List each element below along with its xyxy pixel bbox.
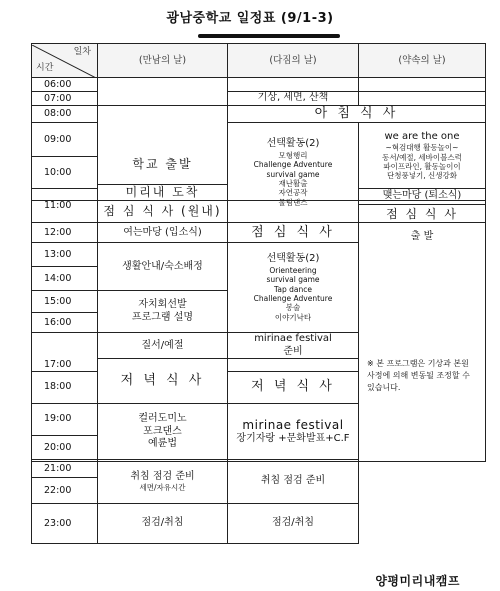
day2-wake: 기상, 세면, 산책 [228, 92, 359, 106]
pm-item: Orienteering [269, 265, 317, 275]
day2-am-cont2 [228, 201, 359, 223]
time-cell: 23:00 [32, 504, 98, 544]
time-spacer [32, 201, 98, 223]
day3-header: (약속의 날) [359, 44, 486, 78]
time-cell: 19:00 [32, 403, 98, 435]
day3-we-are-the-one: we are the one ~혁검대행 활동놀이~ 동서/예절, 세바이블스럭 파이프라인, 활동놀이이 단청풍넣기, 신생강화 [359, 123, 486, 189]
corner-day-label: 일차 [73, 46, 91, 57]
pm-item: Tap dance [274, 284, 312, 294]
am-item: 재난활출 [278, 179, 308, 188]
day1-evening: 컬러도미노 포크댄스 예륜법 [98, 403, 228, 461]
am-item: 모형행리 [278, 150, 308, 160]
time-cell: 09:00 [32, 123, 98, 157]
time-cell: 14:00 [32, 267, 98, 291]
day3-closing-lunch: 맺는마당 (퇴소식) 점 심 식 사 [359, 189, 486, 223]
day3-depart: 출 발 [359, 223, 486, 291]
day1-empty-morning [98, 78, 228, 106]
one-item: 동서/예절, 세바이블스럭 [382, 152, 462, 162]
time-spacer [32, 185, 98, 201]
day2-pm-activities: 선택활동(2) Orienteering survival game Tap dance Challenge Adventure 봉술 이야기낙타 [228, 243, 359, 333]
day2-am-activities: 선택활동(2) 모형행리 Challenge Adventure survival game 재난활출 자연공작 물림댄스 [228, 123, 359, 223]
time-cell: 20:00 [32, 435, 98, 461]
schedule-table-night [31, 459, 486, 544]
one-item: ~혁검대행 활동놀이~ [385, 143, 459, 153]
page-title: 광남중학교 일정표 (9/1-3) [166, 11, 334, 26]
day3-cont2 [359, 201, 486, 223]
day1-arrive: 미리내 도착 [98, 185, 228, 201]
corner-time-label: 시간 [36, 63, 54, 74]
day2-sleep: 점검/취침 [228, 504, 359, 544]
day3-note-cell [359, 291, 486, 461]
time-cell: 15:00 [32, 291, 98, 313]
day3-night-empty [359, 460, 486, 544]
breakfast-row: 아 침 식 사 [228, 106, 486, 123]
day2-festival: mirinae festival 장기자랑 +문화발표+C.F [228, 403, 359, 461]
time-cell: 13:00 [32, 243, 98, 267]
pm-item: 봉술 [285, 303, 301, 313]
time-cell: 11:00 [32, 189, 98, 223]
title-underline [198, 34, 340, 38]
time-cell: 06:00 [32, 78, 98, 92]
day1-sleep: 점검/취침 [98, 504, 228, 544]
time-cell: 22:00 [32, 478, 98, 504]
time-cell: 17:00 [32, 359, 98, 371]
day1-dinner: 저 녁 식 사 [98, 359, 228, 403]
day2-am-cont [228, 185, 359, 201]
time-cell: 21:00 [32, 460, 98, 478]
am-item: 물림댄스 [278, 197, 308, 207]
time-cell: 18:00 [32, 371, 98, 403]
day2-early [228, 78, 359, 92]
day1-council: 자치회선발 프로그램 설명 [98, 291, 228, 333]
day1-opening: 여는마당 (입소식) [98, 223, 228, 243]
one-item: 단청풍넣기, 신생강화 [387, 171, 457, 181]
pm-item: survival game [266, 275, 320, 285]
time-cell: 10:00 [32, 157, 98, 189]
time-cell: 12:00 [32, 223, 98, 243]
am-item: survival game [266, 169, 320, 179]
day3-wake-empty [359, 92, 486, 106]
day2-dinner: 저 녁 식 사 [228, 371, 359, 403]
camp-logo-text: 양평미리내캠프 [375, 574, 460, 588]
day1-lunch: 점 심 식 사 (원내) [98, 201, 228, 223]
time-spacer [32, 333, 98, 359]
time-cell: 16:00 [32, 313, 98, 333]
day2-header: (다짐의 날) [228, 44, 359, 78]
day1-inspection: 취침 점검 준비 세면/자유시간 [98, 460, 228, 504]
pm-item: Challenge Adventure [253, 294, 333, 303]
pm-item: 이야기낙타 [274, 312, 312, 322]
corner-header [32, 44, 98, 78]
day2-festival-prep: mirinae festival 준비 [228, 333, 359, 359]
day2-inspection: 취침 점검 준비 [228, 460, 359, 504]
day1-cleanup: 질서/예절 [98, 333, 228, 359]
am-item: 자연공작 [278, 188, 308, 198]
day1-school-depart: 학교 출발 [98, 106, 228, 223]
program-note: ※ 본 프로그램은 기상과 본원 사정에 의해 변동될 조정할 수 있습니다. [367, 358, 470, 392]
time-cell: 08:00 [32, 106, 98, 123]
day3-cont [359, 185, 486, 201]
day2-lunch: 점 심 식 사 [228, 223, 359, 243]
one-item: 파이프라인, 활동놀이이 [383, 162, 461, 171]
am-item: Challenge Adventure [253, 160, 333, 170]
schedule-table-lower [31, 184, 486, 462]
time-cell: 07:00 [32, 92, 98, 106]
day2-prep-cont [228, 359, 359, 371]
day1-header: (만남의 날) [98, 44, 228, 78]
day3-early [359, 78, 486, 92]
day1-orientation: 생활안내/숙소배정 [98, 243, 228, 291]
